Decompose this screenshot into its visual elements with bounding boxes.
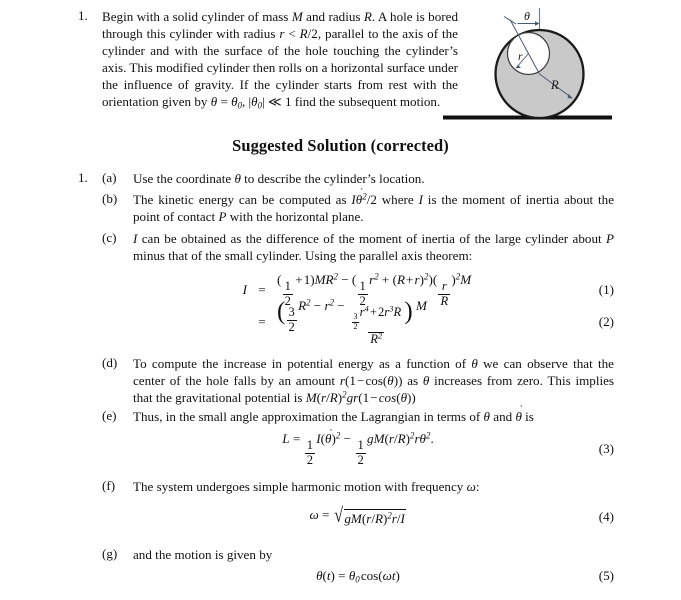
item-d — [102, 355, 614, 407]
equation-2-equals: = — [258, 314, 266, 329]
equation-4-body: ω = √ $gM(r/R)^2r/I$ — [309, 504, 405, 527]
problem-statement — [78, 8, 458, 111]
item-g-text: and the motion is given by — [133, 547, 273, 562]
equation-4-number: (4) — [598, 509, 614, 524]
equation-5-body: $\theta(t) = \theta_0$ cos(ωt) — [316, 568, 400, 585]
item-e — [102, 408, 614, 425]
equation-3-row — [102, 430, 614, 467]
equation-2-number: (2) — [598, 314, 614, 329]
item-g-label: (g) — [102, 546, 118, 561]
equation-3-body: L = $\frac{1}{2}$ I(θ )$^2$ − $\frac{1}{2}$ $gM(r/R)^2r\theta^2$. — [282, 430, 434, 467]
equation-group-4 — [102, 503, 614, 531]
item-e-label: (e) — [102, 408, 117, 423]
equation-5-row — [102, 564, 614, 588]
item-f — [102, 478, 614, 495]
item-e-text: Thus, in the small angle approximation the Lagrangian in terms of θ and θ is — [133, 409, 534, 424]
cylinder-diagram — [440, 0, 681, 132]
item-c — [102, 230, 614, 264]
item-a — [102, 170, 614, 187]
theta-arrow-head — [535, 21, 540, 25]
equation-5-number: (5) — [598, 568, 614, 583]
item-b-text: The kinetic energy can be computed as Iθ $^2$/2 where I is the moment of inertia about the point of contact P with the horizontal plane. — [133, 191, 615, 225]
item-f-label: (f) — [102, 478, 116, 493]
tilt-line-tick — [504, 17, 516, 25]
equation-group-1-2 — [102, 271, 614, 346]
equation-2-rhs: ( $\frac{3}{2}$ $R^2 - r^2$ − $\frac{3}{2}$ $r^4$ + $2r^3R$ $R^2$ ) M — [277, 297, 427, 346]
equation-2-row — [102, 297, 614, 346]
equation-3-number: (3) — [598, 441, 614, 456]
equation-1-number: (1) — [598, 282, 614, 297]
r-label: r — [518, 51, 523, 63]
item-a-text: Use the coordinate θ to describe the cylinder’s location. — [133, 171, 425, 186]
item-f-text: The system undergoes simple harmonic motion with frequency ω: — [133, 479, 480, 494]
equation-4-row — [102, 503, 614, 531]
item-a-label: (a) — [102, 170, 117, 185]
theta-label: θ — [524, 9, 530, 23]
equation-group-5 — [102, 564, 614, 588]
item-d-text: To compute the increase in potential energy as a function of θ we can observe that the center of the hole falls by an amount r(1 − cos(θ)) as θ increases from zero. This implies that the gravitational potential is $M(r/R)^2gr(1$ − cos(θ)) — [133, 356, 614, 406]
equation-1-rhs: ( $\frac{1}{2}$ + $1)MR^2$ − ( $\frac{1}{2}$ $r^2 + (R$ + r)$^2$)( $\frac{r}{R}$ )$^2$M — [277, 271, 472, 308]
item-c-label: (c) — [102, 230, 117, 245]
item-b — [102, 191, 614, 225]
item-d-label: (d) — [102, 355, 118, 370]
equation-1-lhs: I — [242, 282, 247, 297]
outer-list-marker: 1. — [78, 170, 88, 185]
equation-1-equals: = — [258, 282, 266, 297]
R-label: R — [551, 78, 559, 92]
problem-marker: 1. — [78, 8, 88, 23]
item-b-label: (b) — [102, 191, 118, 206]
problem-text: Begin with a solid cylinder of mass M and radius R. A hole is bored through this cylinder with radius r < R/2, parallel to the axis of the cylinder and with the surface of the hole touching the cylinder’s axis. This modified cylinder then rolls on a horizontal surface under the influence of gravity. If the cylinder starts from rest with the orientation given by $\theta = \theta_0$, $|\theta_0|$ ≪ 1 find the subsequent motion. — [102, 9, 458, 111]
item-g — [102, 546, 614, 563]
item-c-text: I can be obtained as the difference of the moment of inertia of the large cylinder about P minus that of the small cylinder. Using the parallel axis theorem: — [133, 231, 614, 264]
equation-group-3 — [102, 430, 614, 467]
section-heading: Suggested Solution (corrected) — [232, 136, 449, 155]
cylinder-diagram-svg — [440, 0, 681, 132]
